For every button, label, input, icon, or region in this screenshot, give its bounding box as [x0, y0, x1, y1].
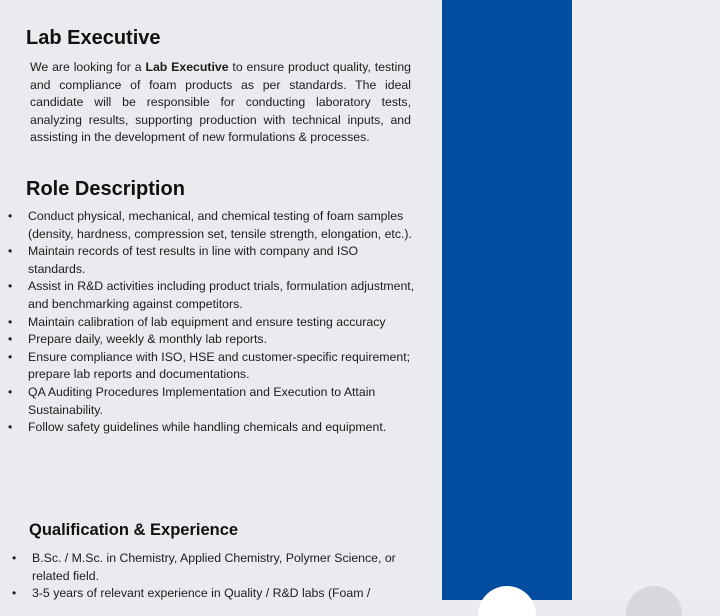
role-list [28, 208, 416, 437]
qualification-item: • 3-5 years of relevant experience in Quality / R&D labs (Foam / [32, 585, 414, 603]
role-item: • Prepare daily, weekly & monthly lab reports. [28, 331, 416, 349]
role-item: • Follow safety guidelines while handling chemicals and equipment. [28, 419, 416, 437]
role-heading: Role Description [26, 178, 185, 200]
qualification-heading: Qualification & Experience [29, 521, 239, 539]
role-item: • Maintain records of test results in line with company and ISO standards. [28, 243, 416, 278]
intro-bold-title: Lab Executive [145, 60, 229, 74]
intro-prefix: We are looking for a [30, 60, 146, 74]
role-item: • Assist in R&D activities including product trials, formulation adjustment, and benchmarking against competitors. [28, 278, 416, 313]
intro-paragraph [30, 59, 411, 147]
qualification-item: • B.Sc. / M.Sc. in Chemistry, Applied Chemistry, Polymer Science, or related field. [32, 550, 414, 585]
role-item: • Ensure compliance with ISO, HSE and customer-specific requirement; prepare lab reports and documentations. [28, 349, 416, 384]
role-item: • QA Auditing Procedures Implementation and Execution to Attain Sustainability. [28, 384, 416, 419]
decorative-blue-band [442, 0, 572, 600]
role-item: • Maintain calibration of lab equipment and ensure testing accuracy [28, 314, 416, 332]
role-item: • Conduct physical, mechanical, and chemical testing of foam samples (density, hardness, compression set, tensile strength, elongation, etc.). [28, 208, 416, 243]
job-title: Lab Executive [26, 27, 161, 49]
decorative-right-panel [572, 0, 720, 600]
intro-rest: to ensure product quality, testing and compliance of foam products as per standards. The ideal candidate will be responsible for conducting laboratory tests, analyzing results, supporting production with technical inputs, and assisting in the development of new formulations & processes. [30, 60, 411, 145]
qualification-list [32, 550, 414, 603]
